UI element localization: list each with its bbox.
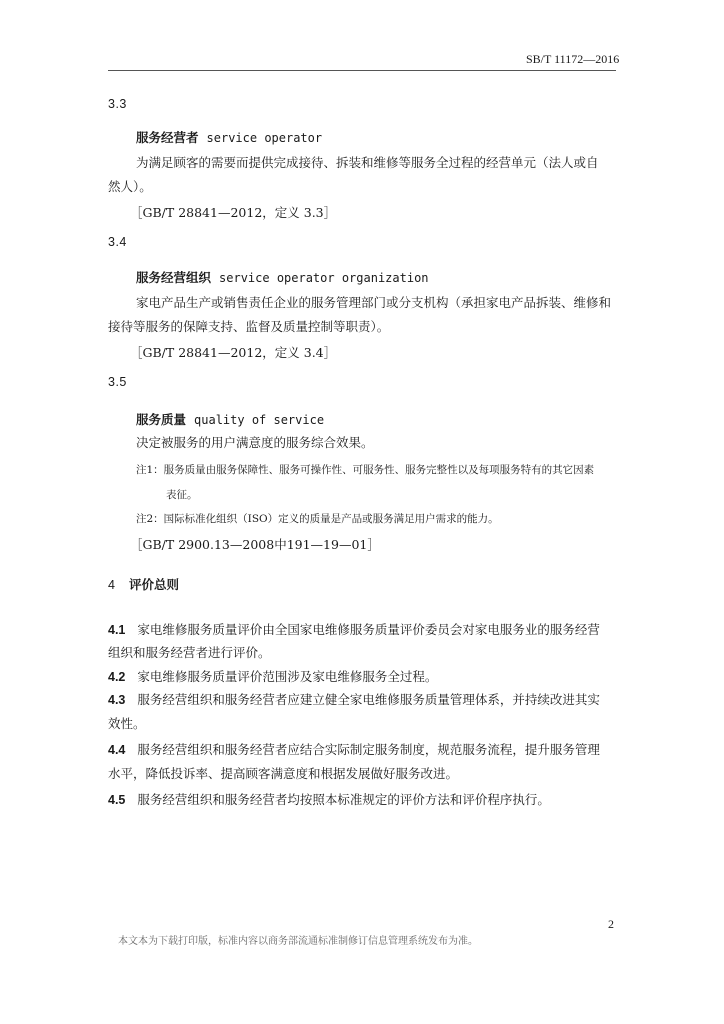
clause-number: 4.3 [108, 693, 126, 707]
term-english: quality of service [194, 413, 325, 427]
term-heading [136, 268, 429, 286]
clause [108, 667, 437, 685]
clause-number: 4.1 [108, 623, 126, 637]
clause-text: 水平，降低投诉率、提高顾客满意度和根据发展做好服务改进。 [108, 766, 459, 781]
header-divider [108, 70, 616, 71]
section-heading [108, 575, 179, 593]
clause [108, 790, 550, 808]
term-chinese: 服务经营组织 [136, 270, 212, 285]
clause-number: 4.2 [108, 670, 126, 684]
section-title: 评价总则 [128, 577, 179, 592]
clause [108, 620, 600, 638]
clause-text: 效性。 [108, 716, 146, 731]
term-heading [136, 128, 322, 146]
note: 注2：国际标准化组织（ISO）定义的质量是产品或服务满足用户需求的能力。 [136, 513, 499, 525]
clause-number: 4.5 [108, 793, 126, 807]
clause [108, 690, 600, 708]
clause-number: 4.4 [108, 743, 126, 757]
page-number: 2 [608, 917, 614, 931]
clause [108, 740, 600, 758]
note: 表征。 [166, 489, 198, 501]
term-heading [136, 410, 324, 428]
clause-text: 服务经营组织和服务经营者应建立健全家电维修服务质量管理体系，并持续改进其实 [137, 692, 600, 707]
note: 注1：服务质量由服务保障性、服务可操作性、可服务性、服务完整性以及每项服务特有的其它因素 [136, 464, 595, 476]
definition-line: 接待等服务的保障支持、监督及质量控制等职责）。 [108, 319, 390, 334]
entry-number: 3.3 [108, 97, 127, 111]
definition-line: 家电产品生产或销售责任企业的服务管理部门或分支机构（承担家电产品拆装、维修和 [136, 295, 612, 310]
definition-line: 然人）。 [108, 179, 152, 194]
term-english: service operator [206, 131, 323, 145]
reference: ［GB/T 2900.13—2008中191—19—01］ [130, 537, 380, 552]
entry-number: 3.4 [108, 235, 127, 249]
term-chinese: 服务经营者 [136, 130, 199, 145]
term-chinese: 服务质量 [136, 412, 187, 427]
definition-line: 决定被服务的用户满意度的服务综合效果。 [136, 435, 374, 450]
entry-number: 3.5 [108, 375, 127, 389]
definition-line: 为满足顾客的需要而提供完成接待、拆装和维修等服务全过程的经营单元（法人或自 [136, 155, 599, 170]
clause-text: 服务经营组织和服务经营者均按照本标准规定的评价方法和评价程序执行。 [137, 792, 550, 807]
section-number: 4 [108, 578, 115, 592]
clause-text: 组织和服务经营者进行评价。 [108, 645, 271, 660]
clause-text: 服务经营组织和服务经营者应结合实际制定服务制度，规范服务流程，提升服务管理 [137, 742, 600, 757]
clause-text: 家电维修服务质量评价范围涉及家电维修服务全过程。 [137, 669, 438, 684]
footer-note: 本文本为下载打印版，标准内容以商务部流通标准制修订信息管理系统发布为准。 [118, 936, 478, 947]
term-english: service operator organization [219, 271, 429, 285]
reference: ［GB/T 28841—2012，定义 3.3］ [130, 205, 337, 220]
clause-text: 家电维修服务质量评价由全国家电维修服务质量评价委员会对家电服务业的服务经营 [137, 622, 600, 637]
reference: ［GB/T 28841—2012，定义 3.4］ [130, 345, 337, 360]
standard-code: SB/T 11172—2016 [526, 52, 620, 66]
